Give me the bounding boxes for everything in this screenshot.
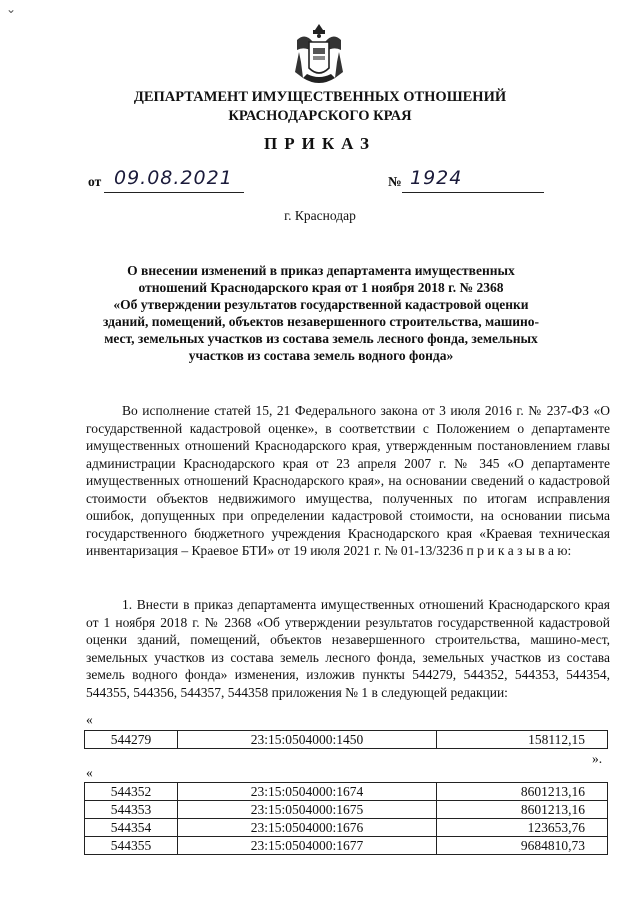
title-line: О внесении изменений в приказ департамента имущественных xyxy=(127,263,515,278)
department-name-line1: ДЕПАРТАМЕНТ ИМУЩЕСТВЕННЫХ ОТНОШЕНИЙ xyxy=(133,89,507,105)
row-number-cell: 544355 xyxy=(85,837,178,855)
cadastral-number-cell: 23:15:0504000:1677 xyxy=(178,837,437,855)
handwritten-date: 09.08.2021 xyxy=(114,167,233,189)
corner-mark: ⌄ xyxy=(6,2,17,16)
number-underline xyxy=(402,192,544,193)
department-name-line2: КРАСНОДАРСКОГО КРАЯ xyxy=(228,108,412,124)
number-prefix: № xyxy=(388,174,402,189)
item-1-paragraph xyxy=(86,596,610,701)
quote-open-2: « xyxy=(86,765,93,780)
table-row xyxy=(85,819,608,837)
table-2 xyxy=(84,782,608,855)
cadastral-value-cell: 123653,76 xyxy=(437,819,608,837)
row-number-cell: 544353 xyxy=(85,801,178,819)
row-number-cell: 544354 xyxy=(85,819,178,837)
title-line: участков из состава земель водного фонда» xyxy=(188,348,454,363)
cadastral-number-cell: 23:15:0504000:1676 xyxy=(178,819,437,837)
cadastral-value-cell: 9684810,73 xyxy=(437,837,608,855)
item-1-text: 1. Внести в приказ департамента имущественных отношений Краснодарского края от 1 ноября 2018 г. № 2368 «Об утверждении результатов государственной кадастровой оценки зданий, помещений, объектов незавершенного строительства, машино-мест, земельных участков из состава земель лесного фонда, земельных участков из состава земель водного фонда» изменения, изложив пункты 544279, 544352, 544353, 544354, 544355, 544356, 544357, 544358 приложения № 1 в следующей редакции: xyxy=(86,597,610,700)
row-number-cell: 544352 xyxy=(85,783,178,801)
cadastral-value-cell: 158112,15 xyxy=(437,731,608,749)
cadastral-value-cell: 8601213,16 xyxy=(437,801,608,819)
title-line: отношений Краснодарского края от 1 ноября 2018 г. № 2368 xyxy=(138,280,504,295)
title-line: мест, земельных участков из состава земель лесного фонда, земельных xyxy=(104,331,538,346)
row-number-cell: 544279 xyxy=(85,731,178,749)
table-row xyxy=(85,801,608,819)
table-row xyxy=(85,731,608,749)
city-line: г. Краснодар xyxy=(284,208,356,223)
coat-of-arms-emblem xyxy=(291,22,347,88)
cadastral-number-cell: 23:15:0504000:1674 xyxy=(178,783,437,801)
cadastral-value-cell: 8601213,16 xyxy=(437,783,608,801)
quote-open-1: « xyxy=(86,712,93,727)
document-type-heading: ПРИКАЗ xyxy=(264,134,376,153)
handwritten-number: 1924 xyxy=(410,167,463,189)
preamble-paragraph xyxy=(86,402,610,560)
preamble-text: Во исполнение статей 15, 21 Федерального закона от 3 июля 2016 г. № 237-ФЗ «О государственной кадастровой оценке», в соответствии с Положением о департаменте имущественных отношений Краснодарского края, утвержденным постановлением главы администрации Краснодарского края от 23 апреля 2007 г. № 345 «О департаменте имущественных отношений Краснодарского края», на основании сведений о кадастровой стоимости объектов недвижимого имущества, полученных по итогам исправления ошибок, допущенных при определении кадастровой стоимости, на основании письма государственного бюджетного учреждения Краснодарского края «Краевая техническая инвентаризация – Краевое БТИ» от 19 июля 2021 г. № 01-13/3236 п р и к а з ы в а ю: xyxy=(86,403,610,558)
date-prefix: от xyxy=(88,174,102,189)
title-line: «Об утверждении результатов государственной кадастровой оценки xyxy=(113,297,529,312)
quote-close-1: ». xyxy=(592,751,603,766)
table-row xyxy=(85,783,608,801)
table-row xyxy=(85,837,608,855)
title-line: зданий, помещений, объектов незавершенного строительства, машино- xyxy=(102,314,540,329)
date-underline xyxy=(104,192,244,193)
cadastral-number-cell: 23:15:0504000:1450 xyxy=(178,731,437,749)
cadastral-number-cell: 23:15:0504000:1675 xyxy=(178,801,437,819)
table-1 xyxy=(84,730,608,749)
order-title xyxy=(92,262,550,364)
